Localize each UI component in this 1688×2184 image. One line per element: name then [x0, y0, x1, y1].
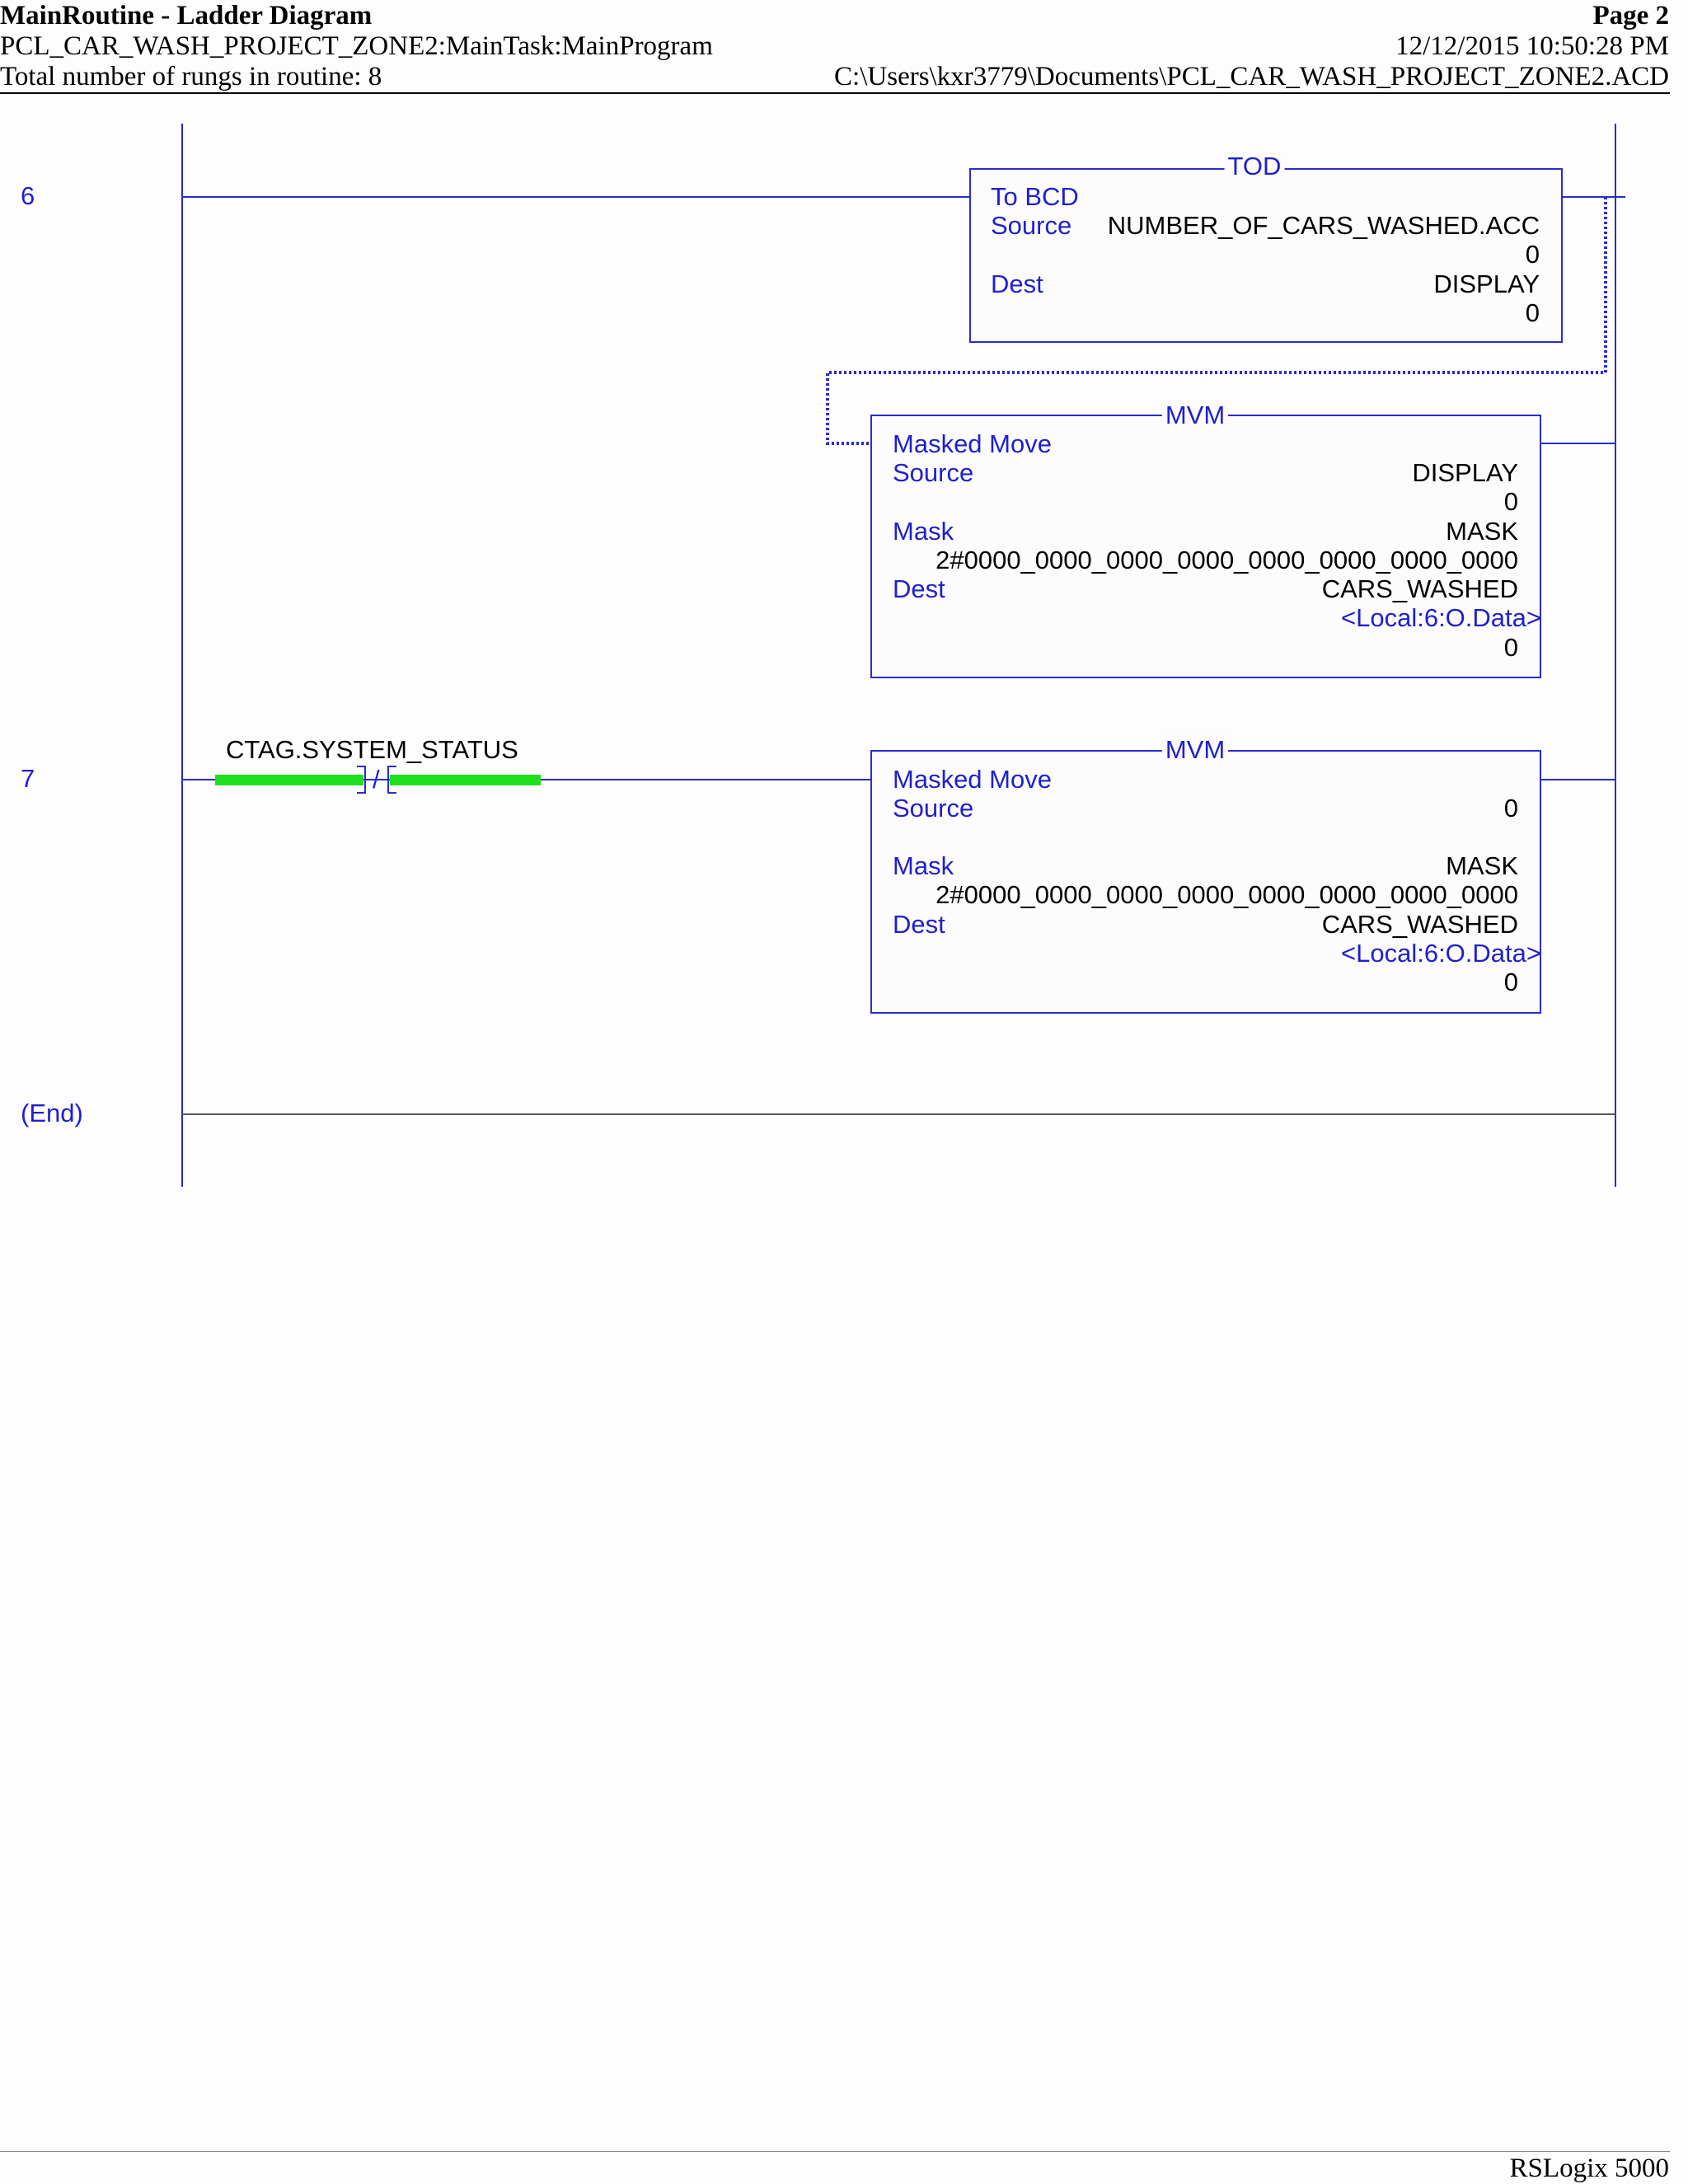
contact-tag-label[interactable]: CTAG.SYSTEM_STATUS [226, 735, 518, 764]
rung-count: Total number of rungs in routine: 8 [0, 62, 382, 91]
rung7-mvm-source-value[interactable]: 0 [1503, 794, 1518, 823]
end-label: (End) [21, 1099, 83, 1127]
rung6-mvm-dest-value: 0 [1503, 633, 1518, 662]
rung6-mvm-mask-tag[interactable]: MASK [1446, 517, 1518, 546]
tod-dest-label: Dest [991, 269, 1043, 298]
print-timestamp: 12/12/2015 10:50:28 PM [1395, 31, 1669, 61]
rung7-mvm-mask-value: 2#0000_0000_0000_0000_0000_0000_0000_0000 [935, 880, 1518, 909]
program-path: PCL_CAR_WASH_PROJECT_ZONE2:MainTask:MainProgram [0, 31, 713, 61]
rung6-mvm-source-label: Source [893, 458, 974, 487]
rung7-mvm-mask-label: Mask [893, 851, 954, 880]
rung6-mvm-mask-label: Mask [893, 517, 954, 546]
rung-number-7: 7 [21, 764, 35, 793]
file-path: C:\Users\kxr3779\Documents\PCL_CAR_WASH_PROJECT_ZONE2.ACD [834, 62, 1669, 91]
tod-source-label: Source [991, 211, 1072, 240]
page-number: Page 2 [1592, 1, 1669, 30]
rung7-mvm-title: MVM [1162, 735, 1228, 765]
rung6-mvm-dest-label: Dest [893, 574, 945, 603]
contact-right-highlight [390, 775, 541, 785]
tod-dest-tag[interactable]: DISPLAY [1433, 269, 1540, 298]
rung7-mvm-mask-tag[interactable]: MASK [1446, 851, 1518, 880]
rung6-mvm-source-value: 0 [1503, 487, 1518, 516]
tod-source-value: 0 [1525, 240, 1540, 269]
tod-title: TOD [1225, 152, 1285, 181]
rung6-mvm-source-tag[interactable]: DISPLAY [1412, 458, 1518, 487]
xio-contact-symbol[interactable]: / [373, 765, 380, 794]
rung7-mvm-name: Masked Move [893, 765, 1052, 794]
contact-left-highlight [215, 775, 363, 785]
tod-source-tag[interactable]: NUMBER_OF_CARS_WASHED.ACC [1107, 211, 1540, 240]
footer-divider [0, 2151, 1670, 2152]
rung6-mvm-dest-alias: <Local:6:O.Data> [1341, 603, 1541, 632]
rung7-mvm-dest-value: 0 [1503, 968, 1518, 996]
rung6-mvm-mask-value: 2#0000_0000_0000_0000_0000_0000_0000_0000 [935, 546, 1518, 574]
tod-dest-value: 0 [1525, 298, 1540, 327]
routine-title: MainRoutine - Ladder Diagram [0, 1, 373, 30]
footer-software: RSLogix 5000 [1509, 2154, 1669, 2183]
rung7-mvm-dest-tag[interactable]: CARS_WASHED [1321, 910, 1518, 939]
rung7-mvm-dest-alias: <Local:6:O.Data> [1341, 939, 1541, 968]
rung6-mvm-dest-tag[interactable]: CARS_WASHED [1321, 574, 1518, 603]
rung7-mvm-dest-label: Dest [893, 910, 945, 939]
rung6-mvm-name: Masked Move [893, 429, 1052, 458]
tod-name: To BCD [991, 182, 1079, 211]
rung-number-6: 6 [21, 181, 35, 210]
rung7-mvm-source-label: Source [893, 794, 974, 823]
rung6-mvm-title: MVM [1162, 401, 1228, 430]
